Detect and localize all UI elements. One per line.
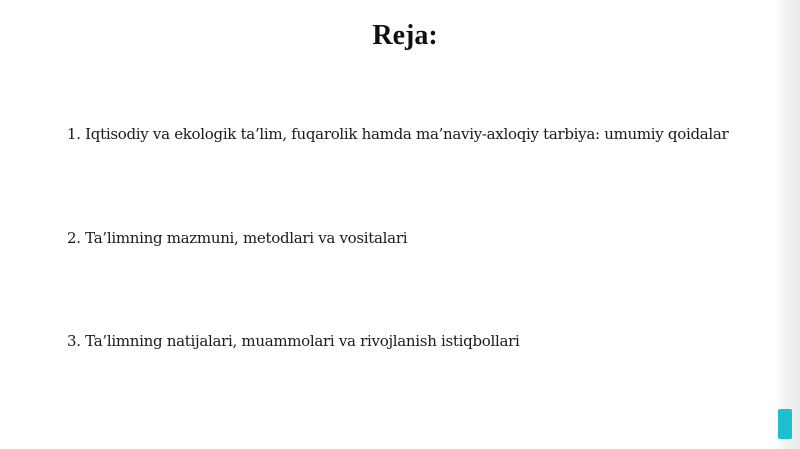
plan-item-2: 2. Ta’limning mazmuni, metodlari va vositalari bbox=[67, 229, 408, 247]
slide-title: Reja: bbox=[372, 20, 438, 51]
plan-item-1: 1. Iqtisodiy va ekologik ta’lim, fuqarolik hamda ma’naviy-axloqiy tarbiya: umumiy qoidalar bbox=[67, 125, 729, 143]
right-edge-shade bbox=[776, 0, 800, 449]
plan-item-3: 3. Ta’limning natijalari, muammolari va rivojlanish istiqbollari bbox=[67, 332, 520, 350]
scrollbar-handle[interactable] bbox=[778, 409, 792, 439]
